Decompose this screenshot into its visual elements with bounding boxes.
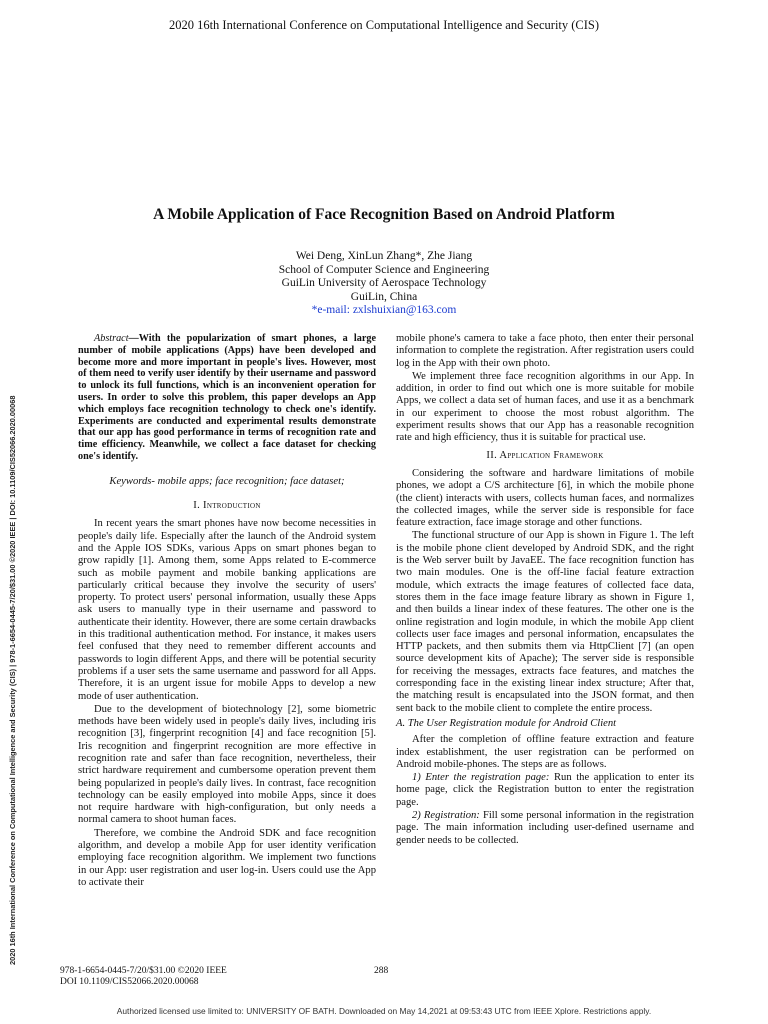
affiliation-line-3: GuiLin, China xyxy=(350,290,418,303)
paragraph: We implement three face recognition algorithms in our App. In addition, in order to find out which one is more suitable for mobile Apps, we collect a data set of human faces, and use it as a benchmark in our experiment to choose the most robust algorithm. The experiment results shows that our App has a reasonable recognition rate and high efficiency, thus it is suitable for practical use. xyxy=(396,370,694,444)
step-1-body: Run the application to enter its home page, click the Registration button to enter the registration page. xyxy=(396,772,695,808)
paragraph: Therefore, we combine the Android SDK and face recognition algorithm, and develop a mobile App for user identity verification employing face recognition algorithm. We implement two functions in our App: user registration and user log-in. Users could use the App to activate their xyxy=(78,827,376,888)
paragraph: The functional structure of our App is shown in Figure 1. The left is the mobile phone client developed by Android SDK, and the right is the Web server built by JavaEE. The face recognition function has two main modules. One is the off-line facial feature extraction module, which extracts the image features of collected face data, stores them in the face image feature library as shown in Figure 1, and then builds a linear index of these features. The other one is the online registration and login module, in which the mobile App client collects user face images and personal information, encapsulates the HTTP packets, and then submits them via HttpClient [7] (an open source development kits of Apache); The server side is responsible for receiving the messages, extracts face features, and matches the corresponding face in the existing linear index structure; After that, the matching result is encapsulated into the JSON format, and then sent back to the mobile client to complete the entire process. xyxy=(396,530,694,714)
section-heading-introduction: I. Introduction xyxy=(193,500,261,512)
affiliation-line-1: School of Computer Science and Engineering xyxy=(278,263,490,276)
right-column xyxy=(396,333,694,848)
abstract-label: Abstract xyxy=(94,333,129,344)
step-2 xyxy=(396,810,694,847)
author-block xyxy=(0,250,768,318)
author-names: Wei Deng, XinLun Zhang*, Zhe Jiang xyxy=(295,250,473,262)
affiliation-line-2: GuiLin University of Aerospace Technology xyxy=(281,277,487,289)
author-email[interactable]: *e-mail: zxlshuixian@163.com xyxy=(311,304,457,316)
left-column xyxy=(78,333,376,890)
paragraph: mobile phone's camera to take a face photo, then enter their personal information to complete the registration. After registration users could log in the App with their own photo. xyxy=(396,333,694,369)
section-heading-application-framework: II. Application Framework xyxy=(486,449,604,461)
page-number: 288 xyxy=(374,966,389,976)
keywords: Keywords- mobile apps; face recognition; face dataset; xyxy=(109,475,345,487)
abstract xyxy=(78,333,376,463)
abstract-body: —With the popularization of smart phones, a large number of mobile applications (Apps) have been developed and become more and more important in people's lives. However, most of them need to verify user identify by their username and password to unlock its full functions, which is an inconvenient operation for users. In order to solve this problem, this paper develops an App which employs face recognition technology to check one's identify. Experiments are conducted and experimental results demonstrate that our app has good performance in terms of recognition rate and time efficiency. Meanwhile, we collect a face dataset for checking one's identify. xyxy=(78,333,376,462)
conference-header: 2020 16th International Conference on Computational Intelligence and Security (CIS) xyxy=(168,18,600,32)
step-2-label: 2) Registration: xyxy=(412,809,480,821)
license-notice: Authorized licensed use limited to: UNIVERSITY OF BATH. Downloaded on May 14,2021 at 09:53:43 UTC from IEEE Xplore. Restrictions apply. xyxy=(116,1006,652,1016)
paragraph: After the completion of offline feature extraction and feature index establishment, the user registration can be performed on Android mobile-phones. The steps are as follows. xyxy=(396,734,694,770)
paragraph: Due to the development of biotechnology [2], some biometric methods have been widely used in people's daily lives, including iris recognition [3], fingerprint recognition [4] and face recognition [5]. Iris recognition and fingerprint recognition are more effective in recognition rate and safer than face recognition, nevertheless, their strict hardware requirement and cumbersome operation prevent them being popularized in people's daily lives. In contrast, face recognition technology can be easily employed into mobile Apps, since it does not require hardware with high-configuration, but only needs a normal camera to shoot human faces. xyxy=(78,703,376,826)
subsection-heading-user-registration: A. The User Registration module for Android Client xyxy=(396,717,617,729)
paragraph: Considering the software and hardware limitations of mobile phones, we adopt a C/S architecture [6], in which the mobile phone (the client) interacts with users, collects human faces, and normalizes the collected images, while the server side is responsible for face feature extraction, face image storage and other functions. xyxy=(396,467,694,529)
side-metadata-strip: 2020 16th International Conference on Computational Intelligence and Security (CIS) | 978-1-6654-0445-7/20/$31.00 ©2020 IEEE | DOI: 10.1109/CIS52066.2020.00068 xyxy=(8,395,17,965)
footer-isbn: 978-1-6654-0445-7/20/$31.00 ©2020 IEEE xyxy=(60,966,227,976)
paper-title: A Mobile Application of Face Recognition Based on Android Platform xyxy=(153,206,615,223)
footer-doi: DOI 10.1109/CIS52066.2020.00068 xyxy=(60,977,199,987)
footer-publication-info xyxy=(60,966,227,988)
step-1 xyxy=(396,772,694,809)
step-1-label: 1) Enter the registration page: xyxy=(412,772,550,784)
paragraph: In recent years the smart phones have now become necessities in people's daily life. Especially after the launch of the Android system and the Apple IOS SDKs, various Apps on smart phones began to grow rapidly [1]. Among them, some Apps related to E-commerce such as mobile payment and mobile banking applications are particularly critical because they involve the security of users' property. To protect users' personal information, usually these Apps ask users to manually type in their username and password to authenticate their identity. However, there are some certain drawbacks in this traditional authentication method. For instance, it makes users feel confused that they need to remember different accounts and passwords to login different Apps, and there will be potential security problems if a user sets the same username and password for all Apps. Therefore, it is an urgent issue for mobile Apps to develop a new mode of user authentication. xyxy=(78,518,376,702)
step-2-body: Fill some personal information in the registration page. The main information including user-defined username and gender needs to be collected. xyxy=(396,809,694,846)
